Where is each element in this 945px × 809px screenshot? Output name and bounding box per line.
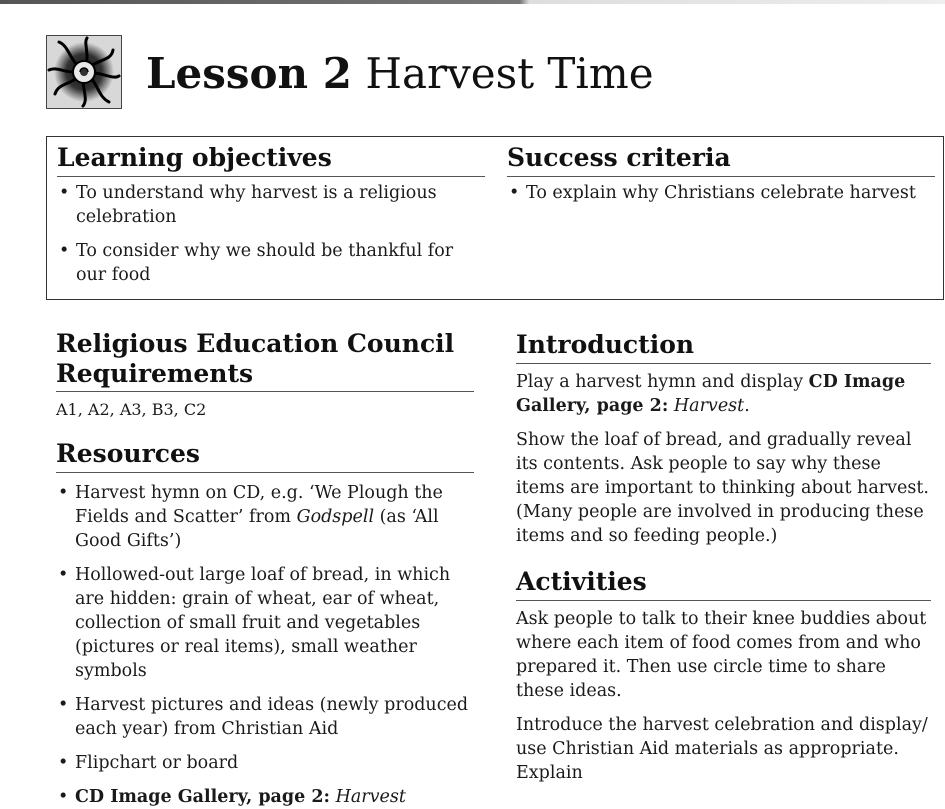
requirements-heading bbox=[56, 329, 474, 389]
divider bbox=[56, 391, 474, 392]
resources-list bbox=[56, 481, 474, 809]
list-item: • Hollowed-out large loaf of bread, in which are hidden: grain of wheat, ear of wheat, collection of small fruit and vegetables (pictures or real items), small weather symbols bbox=[56, 563, 474, 683]
top-rule bbox=[0, 0, 945, 4]
divider bbox=[507, 176, 935, 177]
introduction-paragraph-2: Show the loaf of bread, and gradually reveal its contents. Ask people to say why these items are important to thinking about harvest. (Many people are involved in producing these items and so feeding people.) bbox=[516, 430, 929, 546]
activities-heading: Activities bbox=[516, 567, 647, 596]
list-item: • To understand why harvest is a religious celebration bbox=[57, 181, 485, 229]
divider bbox=[57, 176, 485, 177]
page-title bbox=[146, 46, 654, 102]
learning-objectives-column bbox=[57, 142, 485, 287]
list-item bbox=[56, 785, 474, 809]
title-topic: Harvest Time bbox=[365, 49, 654, 98]
list-item bbox=[56, 481, 474, 553]
objectives-box bbox=[46, 136, 944, 300]
introduction-heading: Introduction bbox=[516, 330, 695, 359]
activities-paragraph-2: Introduce the harvest celebration and display/ use Christian Aid materials as appropriate. Explain bbox=[516, 715, 928, 783]
list-item: • To consider why we should be thankful for our food bbox=[57, 239, 485, 287]
resource-cd-label: CD Image Gallery, page 2: bbox=[75, 787, 330, 807]
intro-cd-label: CD Image Gallery, page 2: bbox=[516, 372, 906, 416]
list-item: • Harvest pictures and ideas (newly produced each year) from Christian Aid bbox=[56, 693, 474, 741]
resource-album-title: Godspell bbox=[296, 507, 375, 527]
intro-text: . bbox=[744, 396, 750, 416]
resource-cd-title: Harvest bbox=[335, 787, 406, 807]
requirements-codes: A1, A2, A3, B3, C2 bbox=[56, 400, 207, 419]
divider bbox=[56, 472, 474, 473]
learning-objectives-heading: Learning objectives bbox=[57, 143, 332, 172]
resource-text: Harvest hymn on CD, e.g. ‘We Plough the Fields and Scatter’ from bbox=[75, 483, 443, 527]
resource-text: (as ‘All Good Gifts’) bbox=[75, 507, 439, 551]
success-criteria-list bbox=[507, 181, 935, 205]
swirl-logo-icon bbox=[46, 35, 122, 109]
left-column bbox=[56, 329, 474, 809]
list-item: • To explain why Christians celebrate harvest bbox=[507, 181, 935, 205]
requirements-heading-line1: Religious Education Council bbox=[56, 329, 455, 358]
right-column bbox=[516, 329, 931, 785]
intro-cd-title: Harvest bbox=[673, 396, 745, 416]
introduction-paragraph-1 bbox=[516, 370, 931, 418]
success-criteria-heading: Success criteria bbox=[507, 143, 731, 172]
intro-text: Play a harvest hymn and display bbox=[516, 372, 809, 392]
list-item: • Flipchart or board bbox=[56, 751, 474, 775]
requirements-heading-line2: Requirements bbox=[56, 359, 254, 388]
title-lesson-number: Lesson 2 bbox=[146, 49, 352, 98]
learning-objectives-list bbox=[57, 181, 485, 287]
success-criteria-column bbox=[507, 142, 935, 205]
divider bbox=[516, 600, 931, 601]
resources-heading: Resources bbox=[56, 439, 200, 468]
activities-paragraph-1: Ask people to talk to their knee buddies about where each item of food comes from and who prepared it. Then use circle time to share these ideas. bbox=[516, 609, 927, 701]
divider bbox=[516, 363, 931, 364]
